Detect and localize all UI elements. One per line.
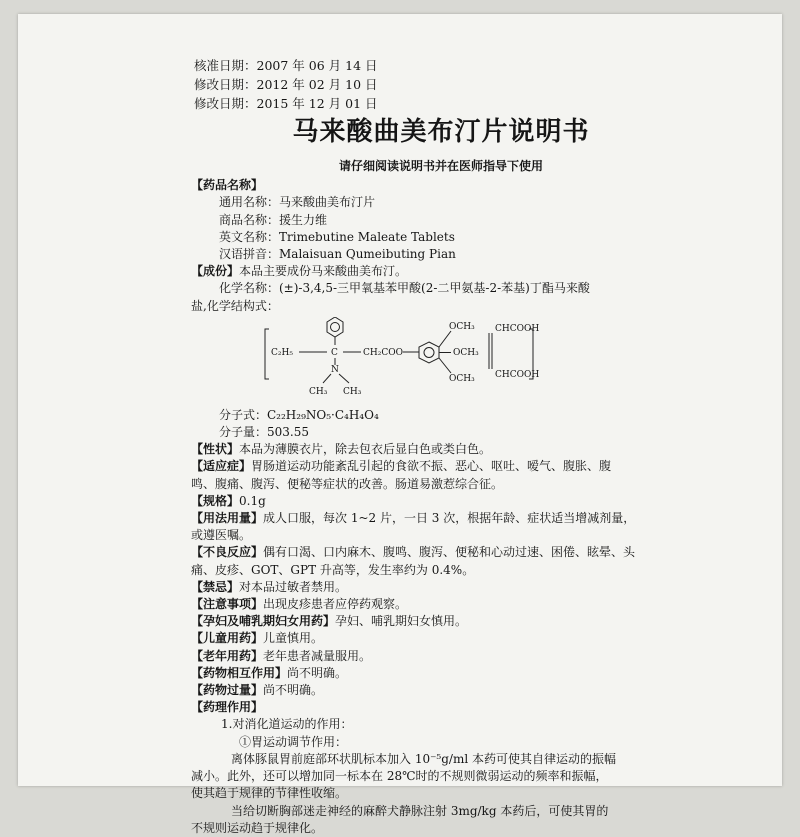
date-block xyxy=(194,56,691,113)
properties-line xyxy=(191,441,691,458)
section-heading-children: 【儿童用药】 xyxy=(191,631,264,646)
english-name: 英文名称：Trimebutine Maleate Tablets xyxy=(219,229,455,244)
indications-text-1: 胃肠道运动功能紊乱引起的食欲不振、恶心、呕吐、嗳气、腹胀、腹 xyxy=(251,459,612,474)
leaflet-page xyxy=(18,14,782,835)
pharmacology-para1-line3: 使其趋于规律的节律性收缩。 xyxy=(191,786,348,801)
pharmacology-para2-line1: 当给切断胸部迷走神经的麻醉犬静脉注射 3mg/kg 本药后，可使其胃的 xyxy=(231,803,609,818)
pregnancy-line xyxy=(191,613,691,630)
precautions-text: 出现皮疹患者应停药观察。 xyxy=(263,597,408,612)
document-title: 马来酸曲美布汀片说明书 xyxy=(292,117,590,147)
leaflet-content xyxy=(191,56,691,837)
left-bracket xyxy=(265,329,269,379)
properties-text: 本品为薄膜衣片，除去包衣后显白色或类白色。 xyxy=(239,442,492,457)
revision-date-2: 修改日期：2015 年 12 月 01 日 xyxy=(194,96,378,111)
chemical-structure xyxy=(191,317,691,403)
group-ch3-right: CH₃ xyxy=(343,386,362,397)
composition-line xyxy=(191,263,691,280)
group-ch3-left: CH₃ xyxy=(309,386,328,397)
section-heading-composition: 【成份】 xyxy=(191,264,240,279)
chemical-name-line2: 盐,化学结构式： xyxy=(191,298,279,313)
pharmacology-subitem-1: ①胃运动调节作用： xyxy=(239,734,348,749)
spec-line xyxy=(191,493,691,510)
document-subtitle: 请仔细阅读说明书并在医师指导下使用 xyxy=(338,159,543,173)
section-heading-contraindications: 【禁忌】 xyxy=(191,579,240,594)
section-heading-properties: 【性状】 xyxy=(191,442,240,457)
precautions-line xyxy=(191,596,691,613)
pharmacology-para1-line1: 离体豚鼠胃前庭部环状肌标本加入 10⁻⁵g/ml 本药可使其自律运动的振幅 xyxy=(231,751,616,766)
section-heading-pregnancy: 【孕妇及哺乳期妇女用药】 xyxy=(191,614,336,629)
molecular-formula: 分子式：C₂₂H₂₉NO₅·C₄H₄O₄ xyxy=(219,407,379,422)
group-ch2coo: CH₂COO xyxy=(363,347,403,358)
chemical-name-line1: 化学名称：(±)-3,4,5-三甲氧基苯甲酸(2-二甲氨基-2-苯基)丁酯马来酸 xyxy=(219,281,590,296)
contraindications-text: 对本品过敏者禁用。 xyxy=(239,579,348,594)
section-heading-name: 【药品名称】 xyxy=(191,178,264,193)
structure-diagram xyxy=(261,317,561,403)
section-heading-adverse: 【不良反应】 xyxy=(191,545,264,560)
phenyl-aromatic-circle xyxy=(331,322,340,331)
trimethoxyphenyl-aromatic-circle xyxy=(424,347,434,357)
section-heading-elderly: 【老年用药】 xyxy=(191,648,264,663)
elderly-line xyxy=(191,648,691,665)
adverse-text-1: 偶有口渴、口内麻木、腹鸣、腹泻、便秘和心动过速、困倦、眩晕、头 xyxy=(263,545,636,560)
section-heading-precautions: 【注意事项】 xyxy=(191,597,264,612)
section-heading-indications: 【适应症】 xyxy=(191,459,252,474)
trimethoxyphenyl-ring xyxy=(419,342,439,363)
section-heading-spec: 【规格】 xyxy=(191,493,240,508)
dosage-text-1: 成人口服，每次 1~2 片，一日 3 次，根据年龄、症状适当增减剂量， xyxy=(263,511,636,526)
indications-line1 xyxy=(191,458,691,475)
group-chcooh-top: CHCOOH xyxy=(495,323,540,334)
section-heading-pharmacology: 【药理作用】 xyxy=(191,700,264,715)
atom-c: C xyxy=(331,347,338,358)
adverse-line1 xyxy=(191,544,691,561)
group-c2h5: C₂H₅ xyxy=(271,347,293,358)
elderly-text: 老年患者减量服用。 xyxy=(263,648,372,663)
atom-n: N xyxy=(331,364,339,375)
adverse-text-2: 痛、皮疹、GOT、GPT 升高等，发生率约为 0.4%。 xyxy=(191,562,475,577)
pinyin-name: 汉语拼音：Malaisuan Qumeibuting Pian xyxy=(219,247,456,262)
section-heading-overdose: 【药物过量】 xyxy=(191,683,264,698)
section-heading-dosage: 【用法用量】 xyxy=(191,511,264,526)
contraindications-line xyxy=(191,579,691,596)
indications-text-2: 鸣、腹痛、腹泻、便秘等症状的改善。肠道易激惹综合征。 xyxy=(191,476,504,491)
dosage-line1 xyxy=(191,510,691,527)
trade-name: 商品名称：援生力维 xyxy=(219,212,328,227)
children-text: 儿童慎用。 xyxy=(263,631,324,646)
pharmacology-item-1: 1.对消化道运动的作用： xyxy=(221,717,353,732)
molecular-weight: 分子量：503.55 xyxy=(219,425,309,440)
pharmacology-para1-line2: 减小。此外，还可以增加同一标本在 28℃时的不规则微弱运动的频率和振幅， xyxy=(191,769,608,784)
interactions-text: 尚不明确。 xyxy=(287,665,348,680)
overdose-text: 尚不明确。 xyxy=(263,683,324,698)
phenyl-ring xyxy=(327,317,343,337)
common-name: 通用名称：马来酸曲美布汀片 xyxy=(219,195,376,210)
group-och3-top: OCH₃ xyxy=(449,321,475,332)
pharmacology-para2-line2: 不规则运动趋于规律化。 xyxy=(191,820,324,835)
spec-text: 0.1g xyxy=(239,493,266,508)
group-chcooh-bottom: CHCOOH xyxy=(495,369,540,380)
revision-date-1: 修改日期：2012 年 02 月 10 日 xyxy=(194,77,378,92)
pregnancy-text: 孕妇、哺乳期妇女慎用。 xyxy=(335,614,468,629)
composition-text: 本品主要成份马来酸曲美布汀。 xyxy=(239,264,408,279)
overdose-line xyxy=(191,682,691,699)
interactions-line xyxy=(191,665,691,682)
dosage-text-2: 或遵医嘱。 xyxy=(191,528,252,543)
group-och3-bottom: OCH₃ xyxy=(449,373,475,384)
approval-date: 核准日期：2007 年 06 月 14 日 xyxy=(194,58,378,73)
children-line xyxy=(191,630,691,647)
group-och3-middle: OCH₃ xyxy=(453,347,479,358)
section-heading-interactions: 【药物相互作用】 xyxy=(191,665,288,680)
